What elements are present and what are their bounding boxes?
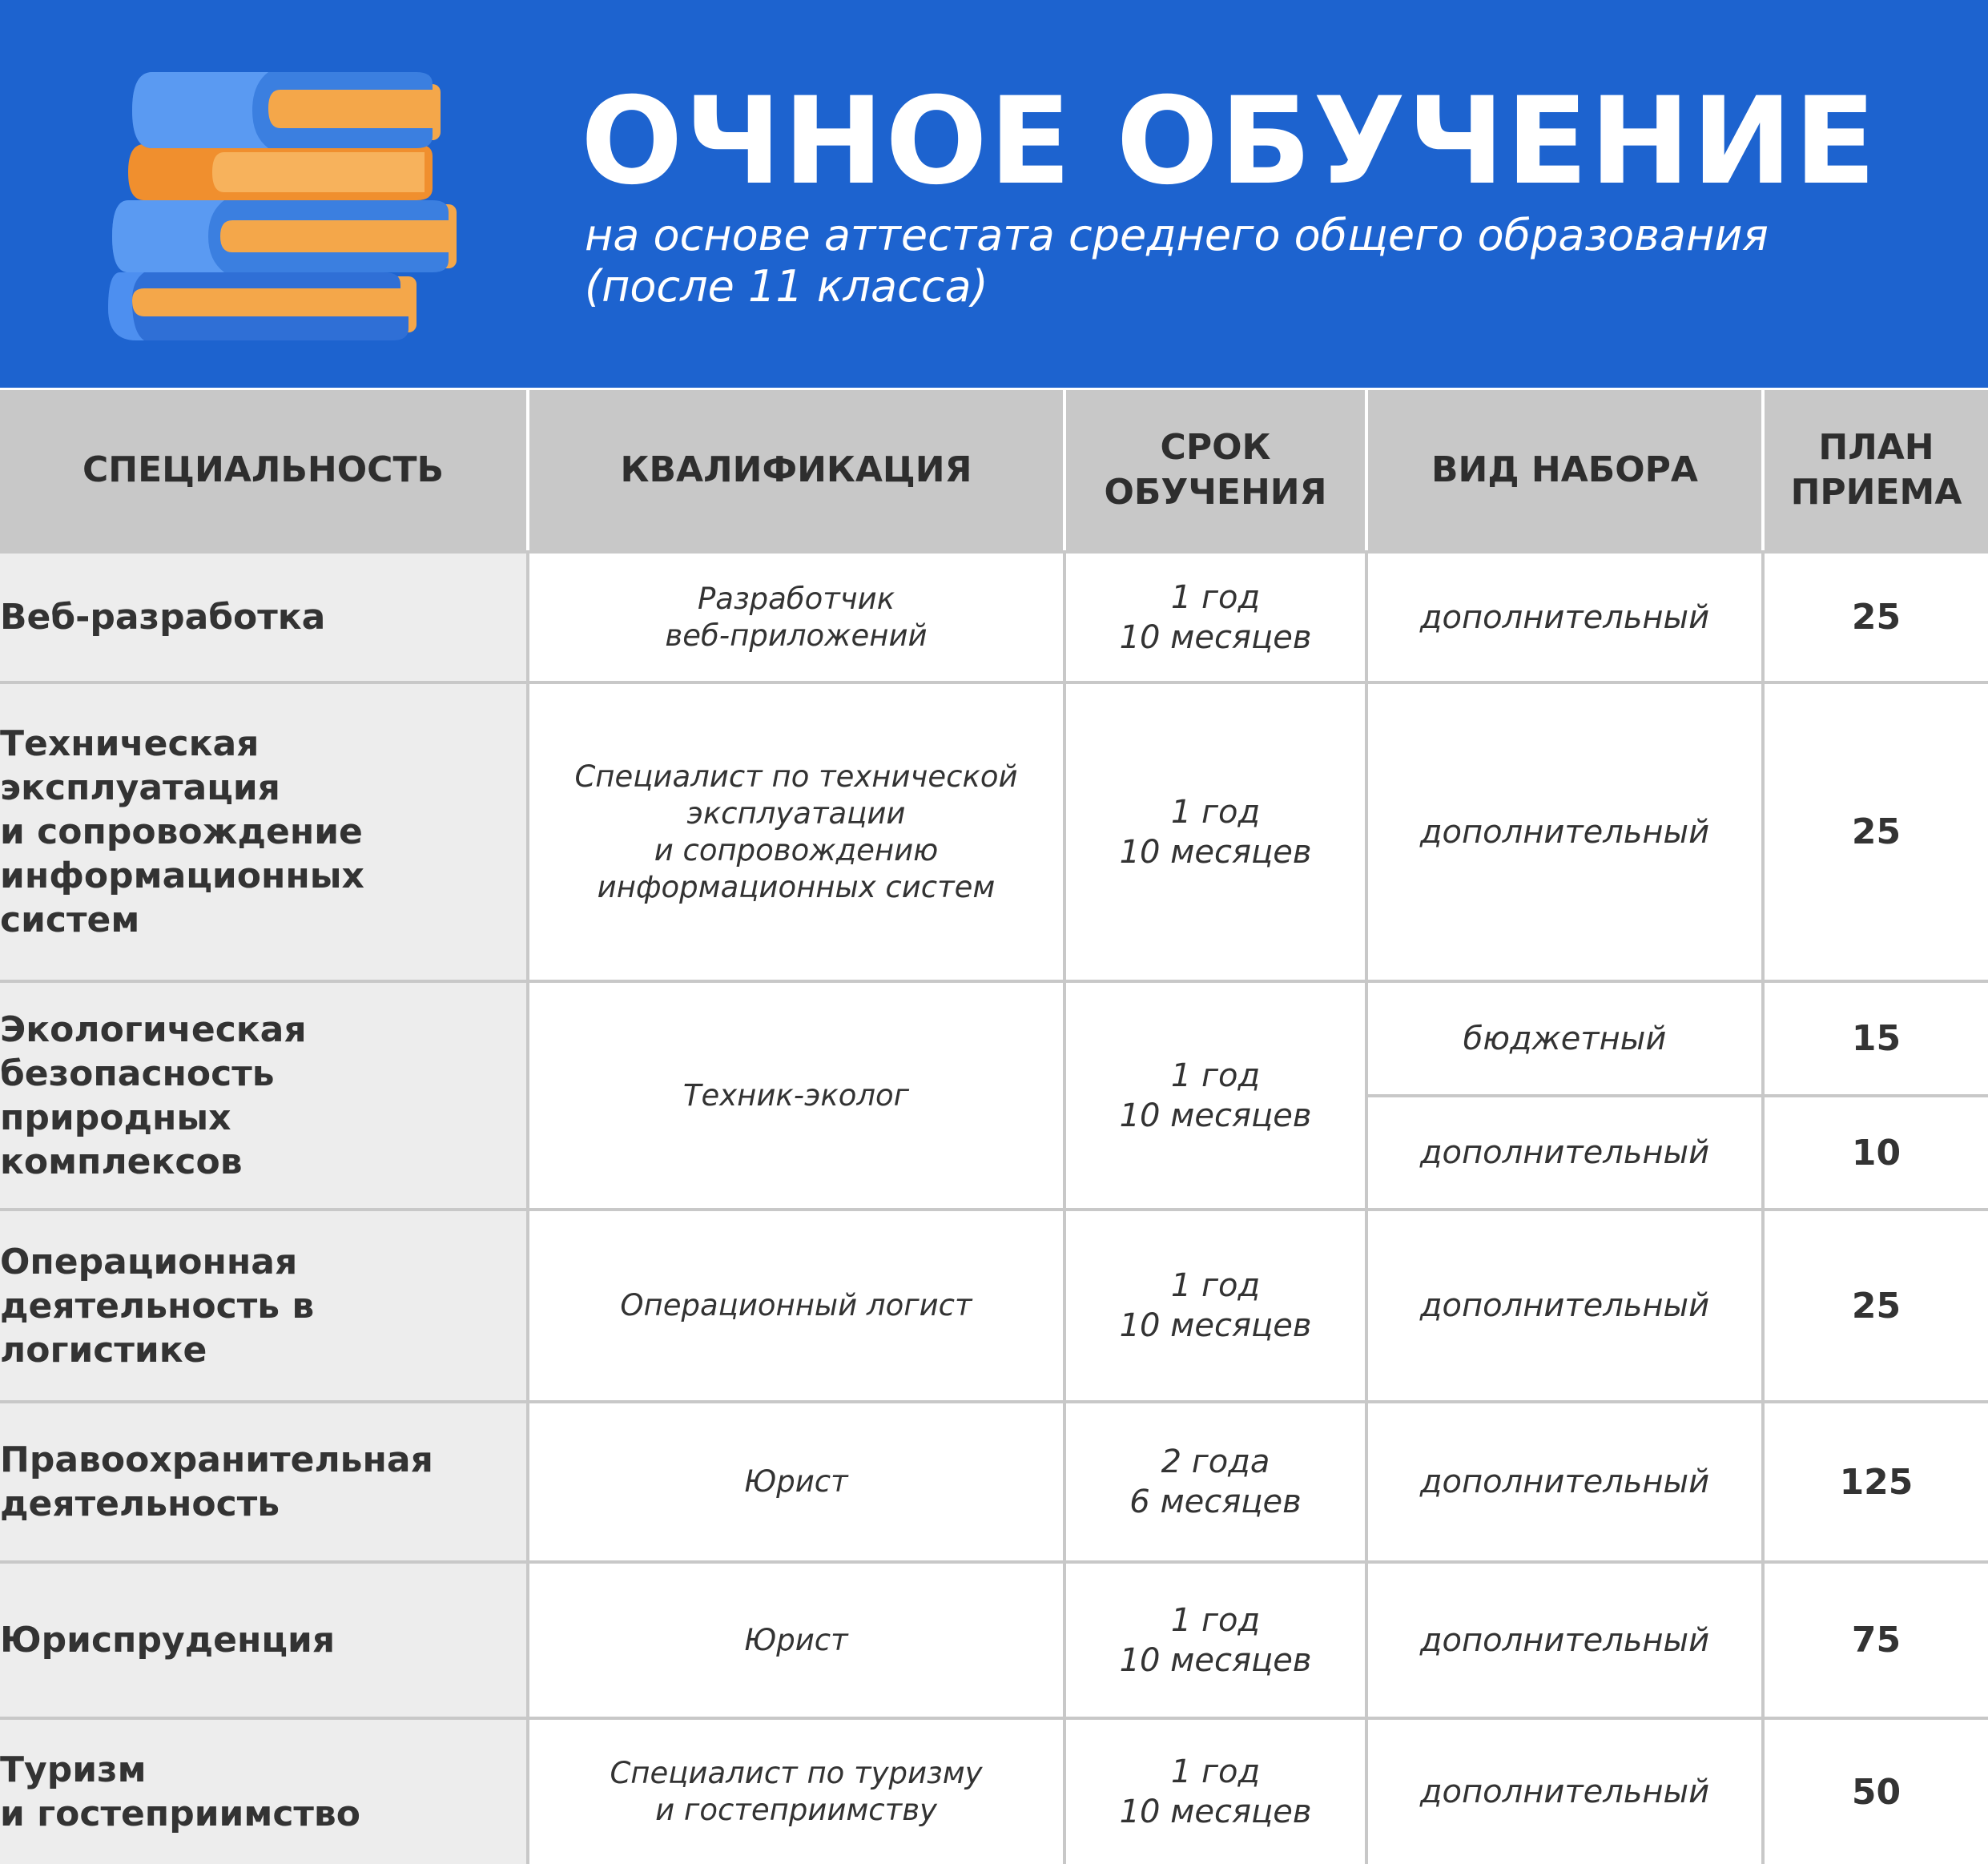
cell-qualification: Специалист по туризму и гостеприимству: [528, 1718, 1064, 1864]
cell-qualification: Юрист: [528, 1402, 1064, 1562]
cell-plan: 25: [1763, 552, 1988, 682]
header-qualification: КВАЛИФИКАЦИЯ: [528, 390, 1064, 552]
table-row: [0, 981, 1988, 1096]
cell-duration: 1 год 10 месяцев: [1064, 682, 1366, 981]
cell-qualification: Техник-эколог: [528, 981, 1064, 1210]
book-4: [108, 272, 417, 340]
table-row: [0, 552, 1988, 682]
cell-duration: 1 год 10 месяцев: [1064, 1210, 1366, 1402]
subtitle-line-2: (после 11 класса): [585, 261, 988, 312]
books-stack-icon: [96, 40, 481, 360]
cell-duration: 1 год 10 месяцев: [1064, 552, 1366, 682]
page-subtitle: [585, 210, 1769, 312]
table-row: [0, 1402, 1988, 1562]
cell-plan: 25: [1763, 1210, 1988, 1402]
header-banner: [0, 0, 1988, 388]
page-title: ОЧНОЕ ОБУЧЕНИЕ: [581, 72, 1878, 211]
cell-admission-type: дополнительный: [1366, 1096, 1763, 1210]
cell-qualification: Разработчик веб-приложений: [528, 552, 1064, 682]
header-duration: СРОК ОБУЧЕНИЯ: [1064, 390, 1366, 552]
header-admission-type: ВИД НАБОРА: [1366, 390, 1763, 552]
table-header-row: [0, 390, 1988, 552]
book-1: [132, 72, 441, 148]
cell-admission-type: дополнительный: [1366, 1402, 1763, 1562]
cell-admission-type: дополнительный: [1366, 682, 1763, 981]
cell-admission-type: дополнительный: [1366, 552, 1763, 682]
table-row: [0, 682, 1988, 981]
cell-qualification: Специалист по технической эксплуатации и сопровождению информационных систем: [528, 682, 1064, 981]
cell-specialty: Юриспруденция: [0, 1562, 528, 1718]
cell-admission-type: дополнительный: [1366, 1718, 1763, 1864]
cell-specialty: Туризм и гостеприимство: [0, 1718, 528, 1864]
header-specialty: СПЕЦИАЛЬНОСТЬ: [0, 390, 528, 552]
cell-specialty: Правоохранительная деятельность: [0, 1402, 528, 1562]
cell-plan: 125: [1763, 1402, 1988, 1562]
cell-admission-type: бюджетный: [1366, 981, 1763, 1096]
cell-plan: 50: [1763, 1718, 1988, 1864]
header-plan: ПЛАН ПРИЕМА: [1763, 390, 1988, 552]
cell-duration: 1 год 10 месяцев: [1064, 1562, 1366, 1718]
cell-admission-type: дополнительный: [1366, 1210, 1763, 1402]
programs-table: [0, 390, 1988, 1864]
subtitle-line-1: на основе аттестата среднего общего образования: [585, 210, 1769, 260]
cell-qualification: Операционный логист: [528, 1210, 1064, 1402]
cell-specialty: Операционная деятельность в логистике: [0, 1210, 528, 1402]
cell-plan: 10: [1763, 1096, 1988, 1210]
cell-admission-type: дополнительный: [1366, 1562, 1763, 1718]
cell-qualification: Юрист: [528, 1562, 1064, 1718]
book-3: [112, 200, 457, 272]
table-row: [0, 1718, 1988, 1864]
book-2: [128, 144, 433, 200]
table-row: [0, 1562, 1988, 1718]
table-row: [0, 1210, 1988, 1402]
cell-duration: 2 года 6 месяцев: [1064, 1402, 1366, 1562]
cell-duration: 1 год 10 месяцев: [1064, 981, 1366, 1210]
cell-plan: 25: [1763, 682, 1988, 981]
cell-duration: 1 год 10 месяцев: [1064, 1718, 1366, 1864]
cell-plan: 75: [1763, 1562, 1988, 1718]
cell-specialty: Экологическая безопасность природных комплексов: [0, 981, 528, 1210]
cell-specialty: Техническая эксплуатация и сопровождение информационных систем: [0, 682, 528, 981]
cell-plan: 15: [1763, 981, 1988, 1096]
cell-specialty: Веб-разработка: [0, 552, 528, 682]
